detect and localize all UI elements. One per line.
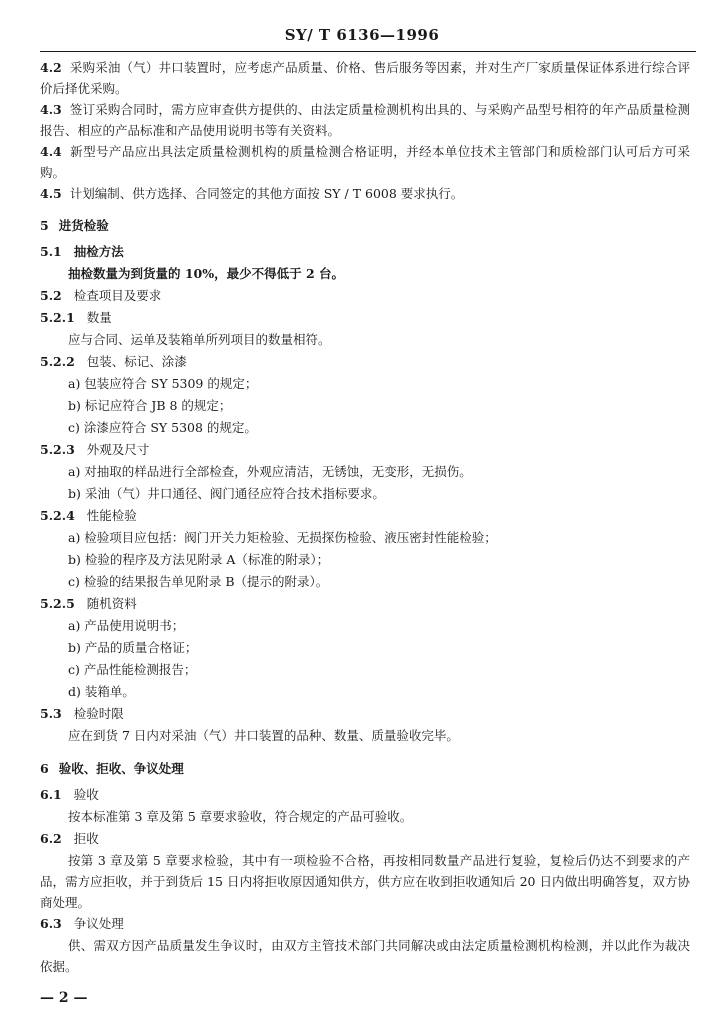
clause-6-2-text: 按第 3 章及第 5 章要求检验，其中有一项检验不合格，再按相同数量产品进行复验，复检后仍达不到要求的产品，需方应拒收，并于到货后 15 日内将拒收原因通知供方，供方应在收到拒收通知后 20 日内做出明确答复，双方协商处理。 [40, 853, 690, 910]
clause-5-2-4-heading: 5.2.4 性能检验 [40, 508, 137, 523]
clause-text: 新型号产品应出具法定质量检测机构的质量检测合格证明，并经本单位技术主管部门和质检部门认可后方可采购。 [40, 144, 690, 180]
clause-5-2-1-heading: 5.2.1 数量 [40, 310, 112, 325]
list-item: c) 检验的结果报告单见附录 B（提示的附录）。 [68, 574, 329, 589]
section-number: 6 [40, 761, 49, 776]
header-rule [40, 51, 696, 52]
section-number: 5 [40, 218, 49, 233]
clause-4-3 [40, 99, 690, 141]
clause-5-3-heading: 5.3 检验时限 [40, 706, 124, 721]
clause-number: 4.4 [40, 144, 62, 159]
page-body [40, 57, 690, 977]
section-title: 进货检验 [58, 218, 109, 233]
list-item: b) 产品的质量合格证； [68, 640, 198, 655]
clause-text: 采购采油（气）井口装置时，应考虑产品质量、价格、售后服务等因素，并对生产厂家质量保证体系进行综合评价后择优采购。 [40, 60, 690, 96]
list-item: a) 检验项目应包括：阀门开关力矩检验、无损探伤检验、液压密封性能检验； [68, 530, 497, 545]
clause-5-1-heading: 5.1 抽检方法 [40, 244, 124, 259]
list-item: a) 对抽取的样品进行全部检查，外观应清洁，无锈蚀，无变形，无损伤。 [68, 464, 472, 479]
clause-6-3-text: 供、需双方因产品质量发生争议时，由双方主管技术部门共同解决或由法定质量检测机构检测，并以此作为裁决依据。 [40, 938, 690, 974]
clause-number: 4.2 [40, 60, 62, 75]
section-title: 验收、拒收、争议处理 [58, 761, 184, 776]
clause-5-2-heading: 5.2 检查项目及要求 [40, 288, 162, 303]
clause-5-2-3-heading: 5.2.3 外观及尺寸 [40, 442, 150, 457]
list-item: b) 采油（气）井口通径、阀门通径应符合技术指标要求。 [68, 486, 385, 501]
clause-4-4 [40, 141, 690, 183]
list-item: c) 产品性能检测报告； [68, 662, 197, 677]
clause-5-2-2-heading: 5.2.2 包装、标记、涂漆 [40, 354, 187, 369]
clause-6-1-text: 按本标准第 3 章及第 5 章要求验收，符合规定的产品可验收。 [68, 809, 413, 824]
clause-text: 计划编制、供方选择、合同签定的其他方面按 SY / T 6008 要求执行。 [69, 186, 464, 201]
clause-5-2-5-heading: 5.2.5 随机资料 [40, 596, 137, 611]
clause-6-2-heading: 6.2 拒收 [40, 831, 99, 846]
page-number: — 2 — [40, 990, 88, 1006]
clause-5-1-text: 抽检数量为到货量的 10%，最少不得低于 2 台。 [68, 266, 345, 281]
list-item: d) 装箱单。 [68, 684, 135, 699]
list-item: c) 涂漆应符合 SY 5308 的规定。 [68, 420, 257, 435]
clause-4-2 [40, 57, 690, 99]
clause-5-3-text: 应在到货 7 日内对采油（气）井口装置的品种、数量、质量验收完毕。 [68, 728, 459, 743]
clause-6-3-heading: 6.3 争议处理 [40, 916, 124, 931]
list-item: b) 标记应符合 JB 8 的规定； [68, 398, 232, 413]
list-item: b) 检验的程序及方法见附录 A（标准的附录）； [68, 552, 330, 567]
clause-number: 4.3 [40, 102, 62, 117]
clause-text: 签订采购合同时，需方应审查供方提供的、由法定质量检测机构出具的、与采购产品型号相符的年产品质量检测报告、相应的产品标准和产品使用说明书等有关资料。 [40, 102, 690, 138]
list-item: a) 包装应符合 SY 5309 的规定； [68, 376, 258, 391]
section-5-heading [40, 215, 690, 237]
clause-5-2-1-text: 应与合同、运单及装箱单所列项目的数量相符。 [68, 332, 331, 347]
page-header: SY/ T 6136—1996 [284, 26, 440, 44]
section-6-heading [40, 758, 690, 780]
clause-6-1-heading: 6.1 验收 [40, 787, 99, 802]
list-item: a) 产品使用说明书； [68, 618, 185, 633]
clause-number: 4.5 [40, 186, 62, 201]
clause-4-5 [40, 183, 690, 204]
